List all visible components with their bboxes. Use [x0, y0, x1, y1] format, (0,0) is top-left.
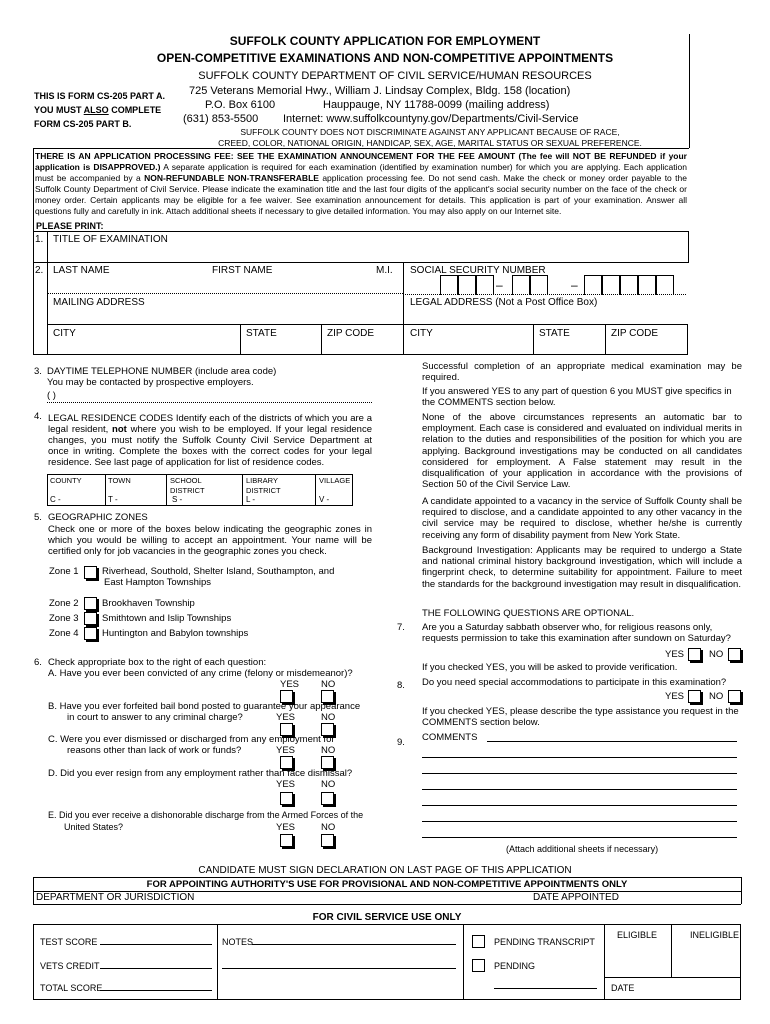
- title-of-examination-label: TITLE OF EXAMINATION: [53, 234, 168, 245]
- question-7-no-checkbox[interactable]: [728, 648, 741, 661]
- legal-address-field[interactable]: [404, 308, 686, 323]
- ineligible-label: INELIGIBLE: [690, 930, 740, 940]
- address-location: 725 Veterans Memorial Hwy., William J. Lindsay Complex, Bldg. 158 (location): [189, 85, 571, 97]
- question-8-yes-checkbox[interactable]: [688, 690, 701, 703]
- question-6d: D. Did you ever resign from any employment rather than face dismissal?: [48, 768, 353, 779]
- date-appointed-label: DATE APPOINTED: [533, 892, 619, 903]
- medical-exam-notice: Successful completion of an appropriate medical examination may be required.: [422, 361, 742, 384]
- ineligible-field[interactable]: [672, 940, 740, 976]
- test-score-field[interactable]: [100, 944, 212, 945]
- zone-3-text: Smithtown and Islip Townships: [102, 613, 232, 624]
- date-field[interactable]: [640, 980, 738, 998]
- vets-credit-field[interactable]: [100, 968, 212, 969]
- legal-address-label: LEGAL ADDRESS (Not a Post Office Box): [410, 297, 598, 308]
- nondiscrimination-line2: CREED, COLOR, NATIONAL ORIGIN, HANDICAP, SEX, AGE, MARITAL STATUS OR SEXUAL PREFERENCE.: [218, 138, 642, 148]
- legal-zip-label: ZIP CODE: [611, 328, 659, 339]
- comments-label: COMMENTS: [422, 732, 478, 743]
- mailing-state-label: STATE: [246, 328, 277, 339]
- question-7-followup: If you checked YES, you will be asked to provide verification.: [422, 662, 678, 673]
- zone-1-text: Riverhead, Southold, Shelter Island, Southampton, and: [102, 566, 335, 577]
- total-score-field[interactable]: [100, 990, 212, 991]
- vets-credit-label: VETS CREDIT: [40, 961, 100, 971]
- question-6d-no-checkbox[interactable]: [321, 792, 334, 805]
- please-print: PLEASE PRINT:: [36, 221, 104, 231]
- question-6e-no-checkbox[interactable]: [321, 834, 334, 847]
- mailing-zip-label: ZIP CODE: [327, 328, 375, 339]
- pending-transcript-checkbox[interactable]: [472, 935, 485, 948]
- form-part-b-notice: YOU MUST ALSO COMPLETE: [34, 105, 162, 115]
- optional-questions-heading: THE FOLLOWING QUESTIONS ARE OPTIONAL.: [422, 608, 635, 619]
- first-name-label: FIRST NAME: [212, 265, 273, 276]
- question-8-no-checkbox[interactable]: [728, 690, 741, 703]
- zone-3-checkbox[interactable]: [84, 612, 97, 625]
- background-investigation-notice: Background Investigation: Applicants may be required to undergo a State and national criminal history background investigation, which will include a fingerprint check, to determine suitability for appointment. Failure to meet the standards for the background investigation may result in disqualification.: [422, 545, 742, 590]
- evaluation-notice: None of the above circumstances represents an automatic bar to employment. Each case is considered and evaluated on individual merits in relation to the duties and responsibilities of the position for which you are applying. Background investigations may be conducted on all candidates considered for employment. A False statement may result in the disqualification of your application in accordance with the provisions of Section 50 of the Civil Service Law.: [422, 412, 742, 491]
- title-of-examination-field[interactable]: [48, 246, 687, 261]
- total-score-label: TOTAL SCORE: [40, 983, 103, 993]
- question-6-title: Check appropriate box to the right of each question:: [48, 657, 267, 668]
- name-field[interactable]: [48, 276, 402, 293]
- pending-transcript-label: PENDING TRANSCRIPT: [494, 937, 595, 947]
- last-name-label: LAST NAME: [53, 265, 110, 276]
- mailing-address-field[interactable]: [48, 308, 402, 323]
- geographic-zones-title: GEOGRAPHIC ZONES: [48, 512, 148, 523]
- legal-state-label: STATE: [539, 328, 570, 339]
- zone-2-checkbox[interactable]: [84, 597, 97, 610]
- notes-field[interactable]: [252, 944, 456, 945]
- mailing-city-label: CITY: [53, 328, 76, 339]
- website: Internet: www.suffolkcountyny.gov/Departments/Civil-Service: [283, 113, 579, 125]
- daytime-phone-subtext: You may be contacted by prospective employers.: [47, 377, 254, 388]
- zone-1-checkbox[interactable]: [84, 566, 97, 579]
- form-subtitle: OPEN-COMPETITIVE EXAMINATIONS AND NON-COMPETITIVE APPOINTMENTS: [156, 51, 614, 65]
- daytime-phone-label: DAYTIME TELEPHONE NUMBER (include area code): [47, 366, 277, 377]
- department-jurisdiction-label: DEPARTMENT OR JURISDICTION: [36, 892, 195, 903]
- geographic-zones-instructions: Check one or more of the boxes below indicating the geographic zones in which you would be willing to accept an appointment. Your name will be certified only for job vacancies in the geographic zones you check.: [48, 524, 372, 557]
- question-6d-yes-checkbox[interactable]: [280, 792, 293, 805]
- signature-declaration-notice: CANDIDATE MUST SIGN DECLARATION ON LAST PAGE OF THIS APPLICATION: [198, 865, 572, 876]
- pending-checkbox[interactable]: [472, 959, 485, 972]
- civil-service-use-heading: FOR CIVIL SERVICE USE ONLY: [312, 912, 462, 923]
- fee-instructions: THERE IS AN APPLICATION PROCESSING FEE: SEE THE EXAMINATION ANNOUNCEMENT FOR THE FEE AMOUNT (The fee will NOT BE REFUNDED if your application is DISAPPROVED.) A separate application is required for each examination (identified by examination number) for which you are applying. Each application must be accompanied by a NON-REFUNDABLE NON-TRANSFERABLE application processing fee. Do not send cash. Make the check or money order payable to the Suffolk County Department of Civil Service. Please indicate the examination title and the last four digits of the applicant's social security number on the face of the check or money order. Certain applicants may be eligible for a fee waiver. See examination announcement for details. This application is part of your examination. Answer all questions fully and carefully in ink. Attach additional sheets if necessary to give detailed information. You may also apply on our Internet site.: [35, 151, 687, 216]
- zone-2-text: Brookhaven Township: [102, 598, 195, 609]
- question-7-yes-checkbox[interactable]: [688, 648, 701, 661]
- area-code-parens: ( ): [47, 390, 56, 401]
- attach-sheets-note: (Attach additional sheets if necessary): [506, 844, 659, 854]
- question-6e: E. Did you ever receive a dishonorable discharge from the Armed Forces of the: [48, 810, 364, 820]
- question-8: Do you need special accommodations to participate in this examination?: [422, 677, 727, 688]
- zone-4-text: Huntington and Babylon townships: [102, 628, 249, 639]
- question-8-followup: If you checked YES, please describe the type assistance you request in the COMMENTS section below.: [422, 706, 739, 729]
- appointing-authority-heading: FOR APPOINTING AUTHORITY'S USE FOR PROVISIONAL AND NON-COMPETITIVE APPOINTMENTS ONLY: [146, 879, 628, 890]
- address-mailing: Hauppauge, NY 11788-0099 (mailing address): [323, 99, 550, 111]
- residence-codes-instructions: LEGAL RESIDENCE CODES Identify each of the districts of which you are a legal resident, not where you wish to be employed. If your legal residence changes, you must notify the Suffolk County Civil Service Department at once in writing. Complete the boxes with the correct codes for your legal residence. See last page of application for list of residence codes.: [48, 413, 372, 468]
- question-6-comments-notice: If you answered YES to any part of question 6 you MUST give specifics in the COMMENTS section below.: [422, 386, 732, 409]
- notes-label: NOTES: [222, 937, 254, 947]
- date-label: DATE: [611, 983, 635, 993]
- middle-initial-label: M.I.: [376, 265, 393, 276]
- daytime-phone-field[interactable]: [47, 402, 372, 403]
- test-score-label: TEST SCORE: [40, 937, 98, 947]
- legal-city-label: CITY: [410, 328, 433, 339]
- question-6b: B. Have you ever forfeited bail bond posted to guarantee your appearance: [48, 701, 361, 712]
- phone-number: (631) 853-5500: [183, 113, 259, 125]
- question-6c: C. Were you ever dismissed or discharged from any employment for: [48, 734, 335, 745]
- department-jurisdiction-field[interactable]: [200, 892, 520, 904]
- form-part-a-notice: THIS IS FORM CS-205 PART A.: [34, 91, 166, 101]
- question-6e-yes-checkbox[interactable]: [280, 834, 293, 847]
- form-part-b-name: FORM CS-205 PART B.: [34, 119, 132, 129]
- eligible-field[interactable]: [605, 940, 670, 976]
- eligible-label: ELIGIBLE: [617, 930, 658, 940]
- address-po-box: P.O. Box 6100: [205, 99, 276, 111]
- ssn-label: SOCIAL SECURITY NUMBER: [410, 265, 546, 276]
- header-right-rule: [689, 34, 690, 148]
- zone-4-checkbox[interactable]: [84, 627, 97, 640]
- form-title: SUFFOLK COUNTY APPLICATION FOR EMPLOYMENT: [229, 34, 541, 48]
- mailing-address-label: MAILING ADDRESS: [53, 297, 145, 308]
- question-6a: A. Have you ever been convicted of any crime (felony or misdemeanor)?: [48, 668, 353, 679]
- department-name: SUFFOLK COUNTY DEPARTMENT OF CIVIL SERVICE/HUMAN RESOURCES: [198, 70, 592, 82]
- zone-1-text-2: East Hampton Townships: [104, 577, 212, 588]
- pending-label: PENDING: [494, 961, 536, 971]
- date-appointed-field[interactable]: [625, 892, 737, 904]
- question-7: Are you a Saturday sabbath observer who, for religious reasons only, requests permission to take this examination after sundown on Saturday?: [422, 622, 731, 645]
- disability-disclosure-notice: A candidate appointed to a vacancy in the service of Suffolk County shall be required to disclose, and a candidate appointed to any other vacancy in the civil service may be required to disclose, whether he/she is currently receiving any form of disability payment from New York State.: [422, 496, 742, 541]
- nondiscrimination-line1: SUFFOLK COUNTY DOES NOT DISCRIMINATE AGAINST ANY APPLICANT BECAUSE OF RACE,: [240, 127, 620, 137]
